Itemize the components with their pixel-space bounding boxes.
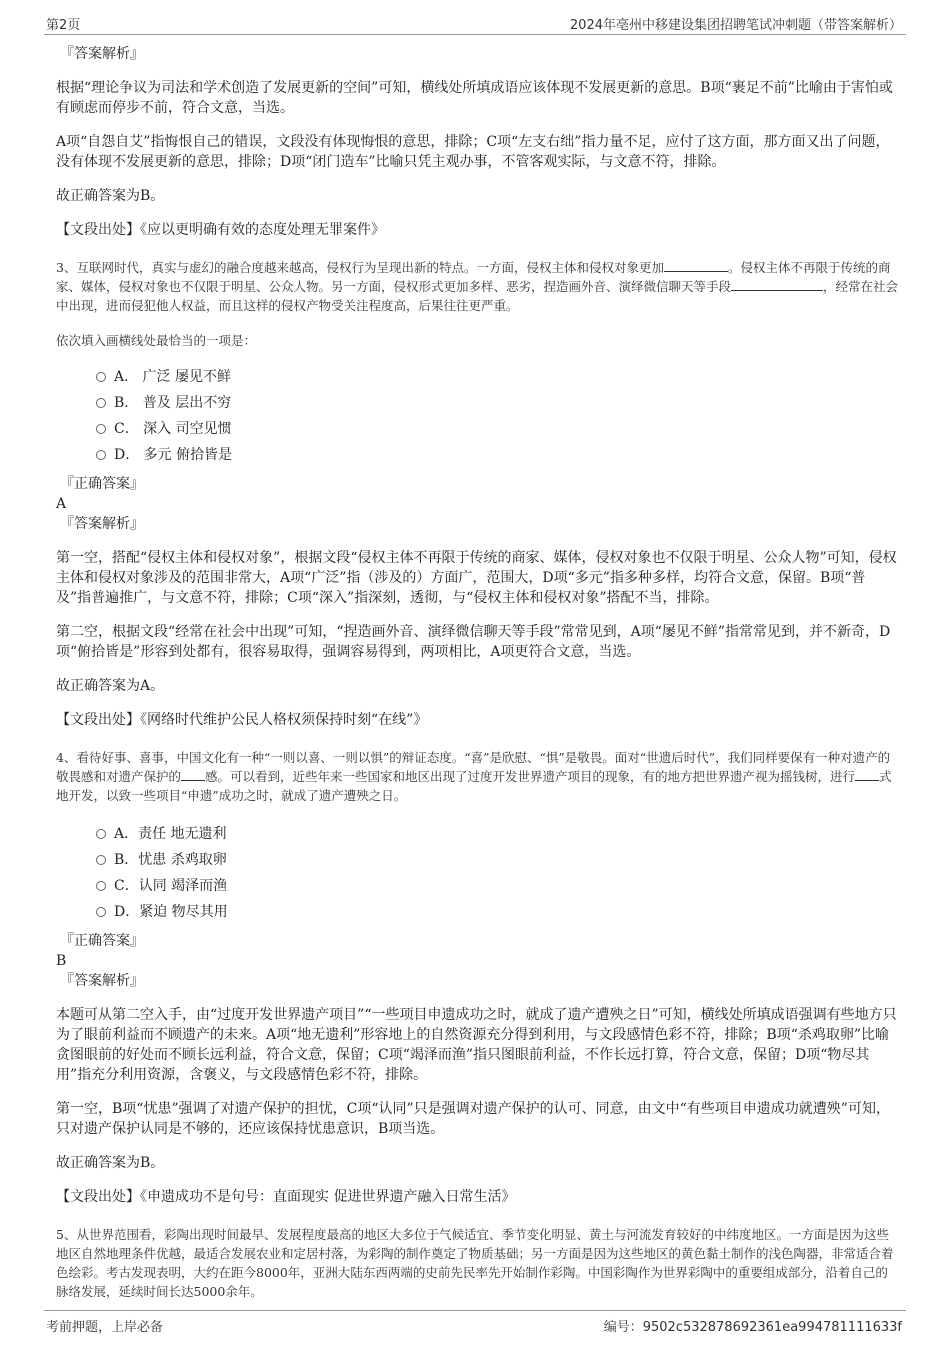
q4-analysis-label: 『答案解析』 [60,973,144,989]
radio-icon[interactable] [96,450,106,460]
q5-stem: 5、从世界范围看，彩陶出现时间最早、发展程度最高的地区大多位于气候适宜、季节变化明显、黄土与河流发育较好的中纬度地区。一方面是因为这些地区自然地理条件优越，最适合发展农业和定居村落，为彩陶的制作奠定了物质基础；另一方面是因为这些地区的黄色黏土制作的浅色陶器，非常适合着色绘彩。考古发现表明，大约在距今8000年，亚洲大陆东西两端的史前先民率先开始制作彩陶。中国彩陶作为世界彩陶中的重要组成部分，沿着自己的脉络发展，延续时间长达5000余年。 [56,1227,894,1299]
q2-source: 【文段出处】《应以更明确有效的态度处理无罪案件》 [56,222,385,238]
page-header [44,12,906,35]
q3-options [96,364,900,468]
q2-analysis-label: 『答案解析』 [60,46,144,62]
document-title: 2024年亳州中移建设集团招聘笔试冲刺题（带答案解析） [569,18,902,33]
q4-analysis-para-2: 第一空，B项“忧患”强调了对遗产保护的担忧，C项“认同”只是强调对遗产保护的认可、同意，由文中“有些项目申遗成功就遭殃”可知，只对遗产保护认同是不够的，还应该保持忧患意识，B项当选。 [56,1101,890,1137]
radio-icon[interactable] [96,907,106,917]
q3-analysis-label: 『答案解析』 [60,516,144,532]
q4-correct-answer: B [56,953,67,969]
q3-prompt: 依次填入画横线处最恰当的一项是： [56,333,257,348]
q4-option-b[interactable]: B．忧患 杀鸡取卵 [96,847,900,873]
q3-stem: 3、互联网时代，真实与虚幻的融合度越来越高，侵权行为呈现出新的特点。一方面，侵权主体和侵权对象更加 。侵权主体不再限于传统的商家、媒体，侵权对象也不仅限于明星、公众人物。另一方面，侵权形式更加多样、恶劣，捏造画外音、演绎微信聊天等手段 ，经常在社会中出现，进而侵犯他人权益，而且这样的侵权产物受关注程度高，后果往往更严重。 [56,260,899,313]
q4-source: 【文段出处】《申遗成功不是句号：直面现实 促进世界遗产融入日常生活》 [56,1189,516,1205]
q3-source: 【文段出处】《网络时代维护公民人格权须保持时刻“在线”》 [56,712,428,728]
page-content [56,44,900,1301]
q3-blank-2 [731,278,823,291]
q4-blank-1 [181,768,205,781]
q4-analysis-para-1: 本题可从第二空入手，由“过度开发世界遗产项目”“一些项目申遗成功之时，就成了遗产遭殃之日”可知，横线处所填成语强调有些地方只为了眼前利益而不顾遗产的未来。A项“地无遗利”形容地上的自然资源充分得到利用，与文段感情色彩不符，排除；B项“杀鸡取卵”比喻贪图眼前的好处而不顾长远利益，符合文意，保留；C项“竭泽而渔”指只图眼前利益，不作长远打算，符合文意，保留；D项“物尽其用”指充分利用资源，含褒义，与文段感情色彩不符，排除。 [56,1007,897,1083]
q4-analysis-para-3: 故正确答案为B。 [56,1155,165,1171]
q4-blank-2 [855,768,879,781]
q3-analysis-para-3: 故正确答案为A。 [56,678,165,694]
q2-analysis-para-2: A项“自怨自艾”指悔恨自己的错误，文段没有体现悔恨的意思，排除；C项“左支右绌”指力量不足，应付了这方面，那方面又出了问题，没有体现不发展更新的意思，排除；D项“闭门造车”比喻只凭主观办事，不管客观实际，与文意不符，排除。 [56,134,890,170]
footer-slogan: 考前押题，上岸必备 [46,1320,164,1335]
q3-option-a[interactable]: A． 广泛 屡见不鲜 [96,364,900,390]
radio-icon[interactable] [96,829,106,839]
q4-options [96,821,900,925]
q4-option-c[interactable]: C．认同 竭泽而渔 [96,873,900,899]
q3-option-d[interactable]: D． 多元 俯拾皆是 [96,442,900,468]
q3-analysis-para-1: 第一空，搭配“侵权主体和侵权对象”，根据文段“侵权主体不再限于传统的商家、媒体，侵权对象也不仅限于明星、公众人物”可知，侵权主体和侵权对象涉及的范围非常大，A项“广泛”指（涉及的）方面广，范围大，D项“多元”指多种多样，均符合文意，保留。B项“普及”指普遍推广，与文意不符，排除；C项“深入”指深刻，透彻，与“侵权主体和侵权对象”搭配不当，排除。 [56,550,897,606]
q4-correct-label: 『正确答案』 [60,933,144,949]
radio-icon[interactable] [96,372,106,382]
q3-correct-label: 『正确答案』 [60,476,144,492]
radio-icon[interactable] [96,424,106,434]
radio-icon[interactable] [96,855,106,865]
page-footer [44,1310,906,1335]
document-code: 编号：9502c532878692361ea994781111633f [603,1320,902,1335]
q3-option-b[interactable]: B． 普及 层出不穷 [96,390,900,416]
q4-option-a[interactable]: A．责任 地无遗利 [96,821,900,847]
q3-blank-1 [664,259,728,272]
radio-icon[interactable] [96,881,106,891]
q3-analysis-para-2: 第二空，根据文段“经常在社会中出现”可知，“捏造画外音、演绎微信聊天等手段”常常见到，A项“屡见不鲜”指常常见到，并不新奇，D项“俯拾皆是”形容到处都有，很容易取得，强调容易得到，两项相比，A项更符合文意，当选。 [56,624,891,660]
page-number: 第2页 [46,18,81,33]
q2-analysis-para-1: 根据“理论争议为司法和学术创造了发展更新的空间”可知，横线处所填成语应该体现不发展更新的意思。B项“裹足不前”比喻由于害怕或有顾虑而停步不前，符合文意，当选。 [56,80,893,116]
q4-stem: 4、看待好事、喜事，中国文化有一种“一则以喜、一则以惧”的辩证态度。“喜”是欣慰、“惧”是敬畏。面对“世遗后时代”，我们同样要保有一种对遗产的敬畏感和对遗产保护的 感。可以看到，近些年来一些国家和地区出现了过度开发世界遗产项目的现象，有的地方把世界遗产视为摇钱树，进行 式地开发，以致一些项目“申遗”成功之时，就成了遗产遭殃之日。 [56,750,892,803]
q4-option-d[interactable]: D．紧迫 物尽其用 [96,899,900,925]
radio-icon[interactable] [96,398,106,408]
q3-option-c[interactable]: C． 深入 司空见惯 [96,416,900,442]
q2-analysis-para-3: 故正确答案为B。 [56,188,165,204]
q3-correct-answer: A [56,496,67,512]
